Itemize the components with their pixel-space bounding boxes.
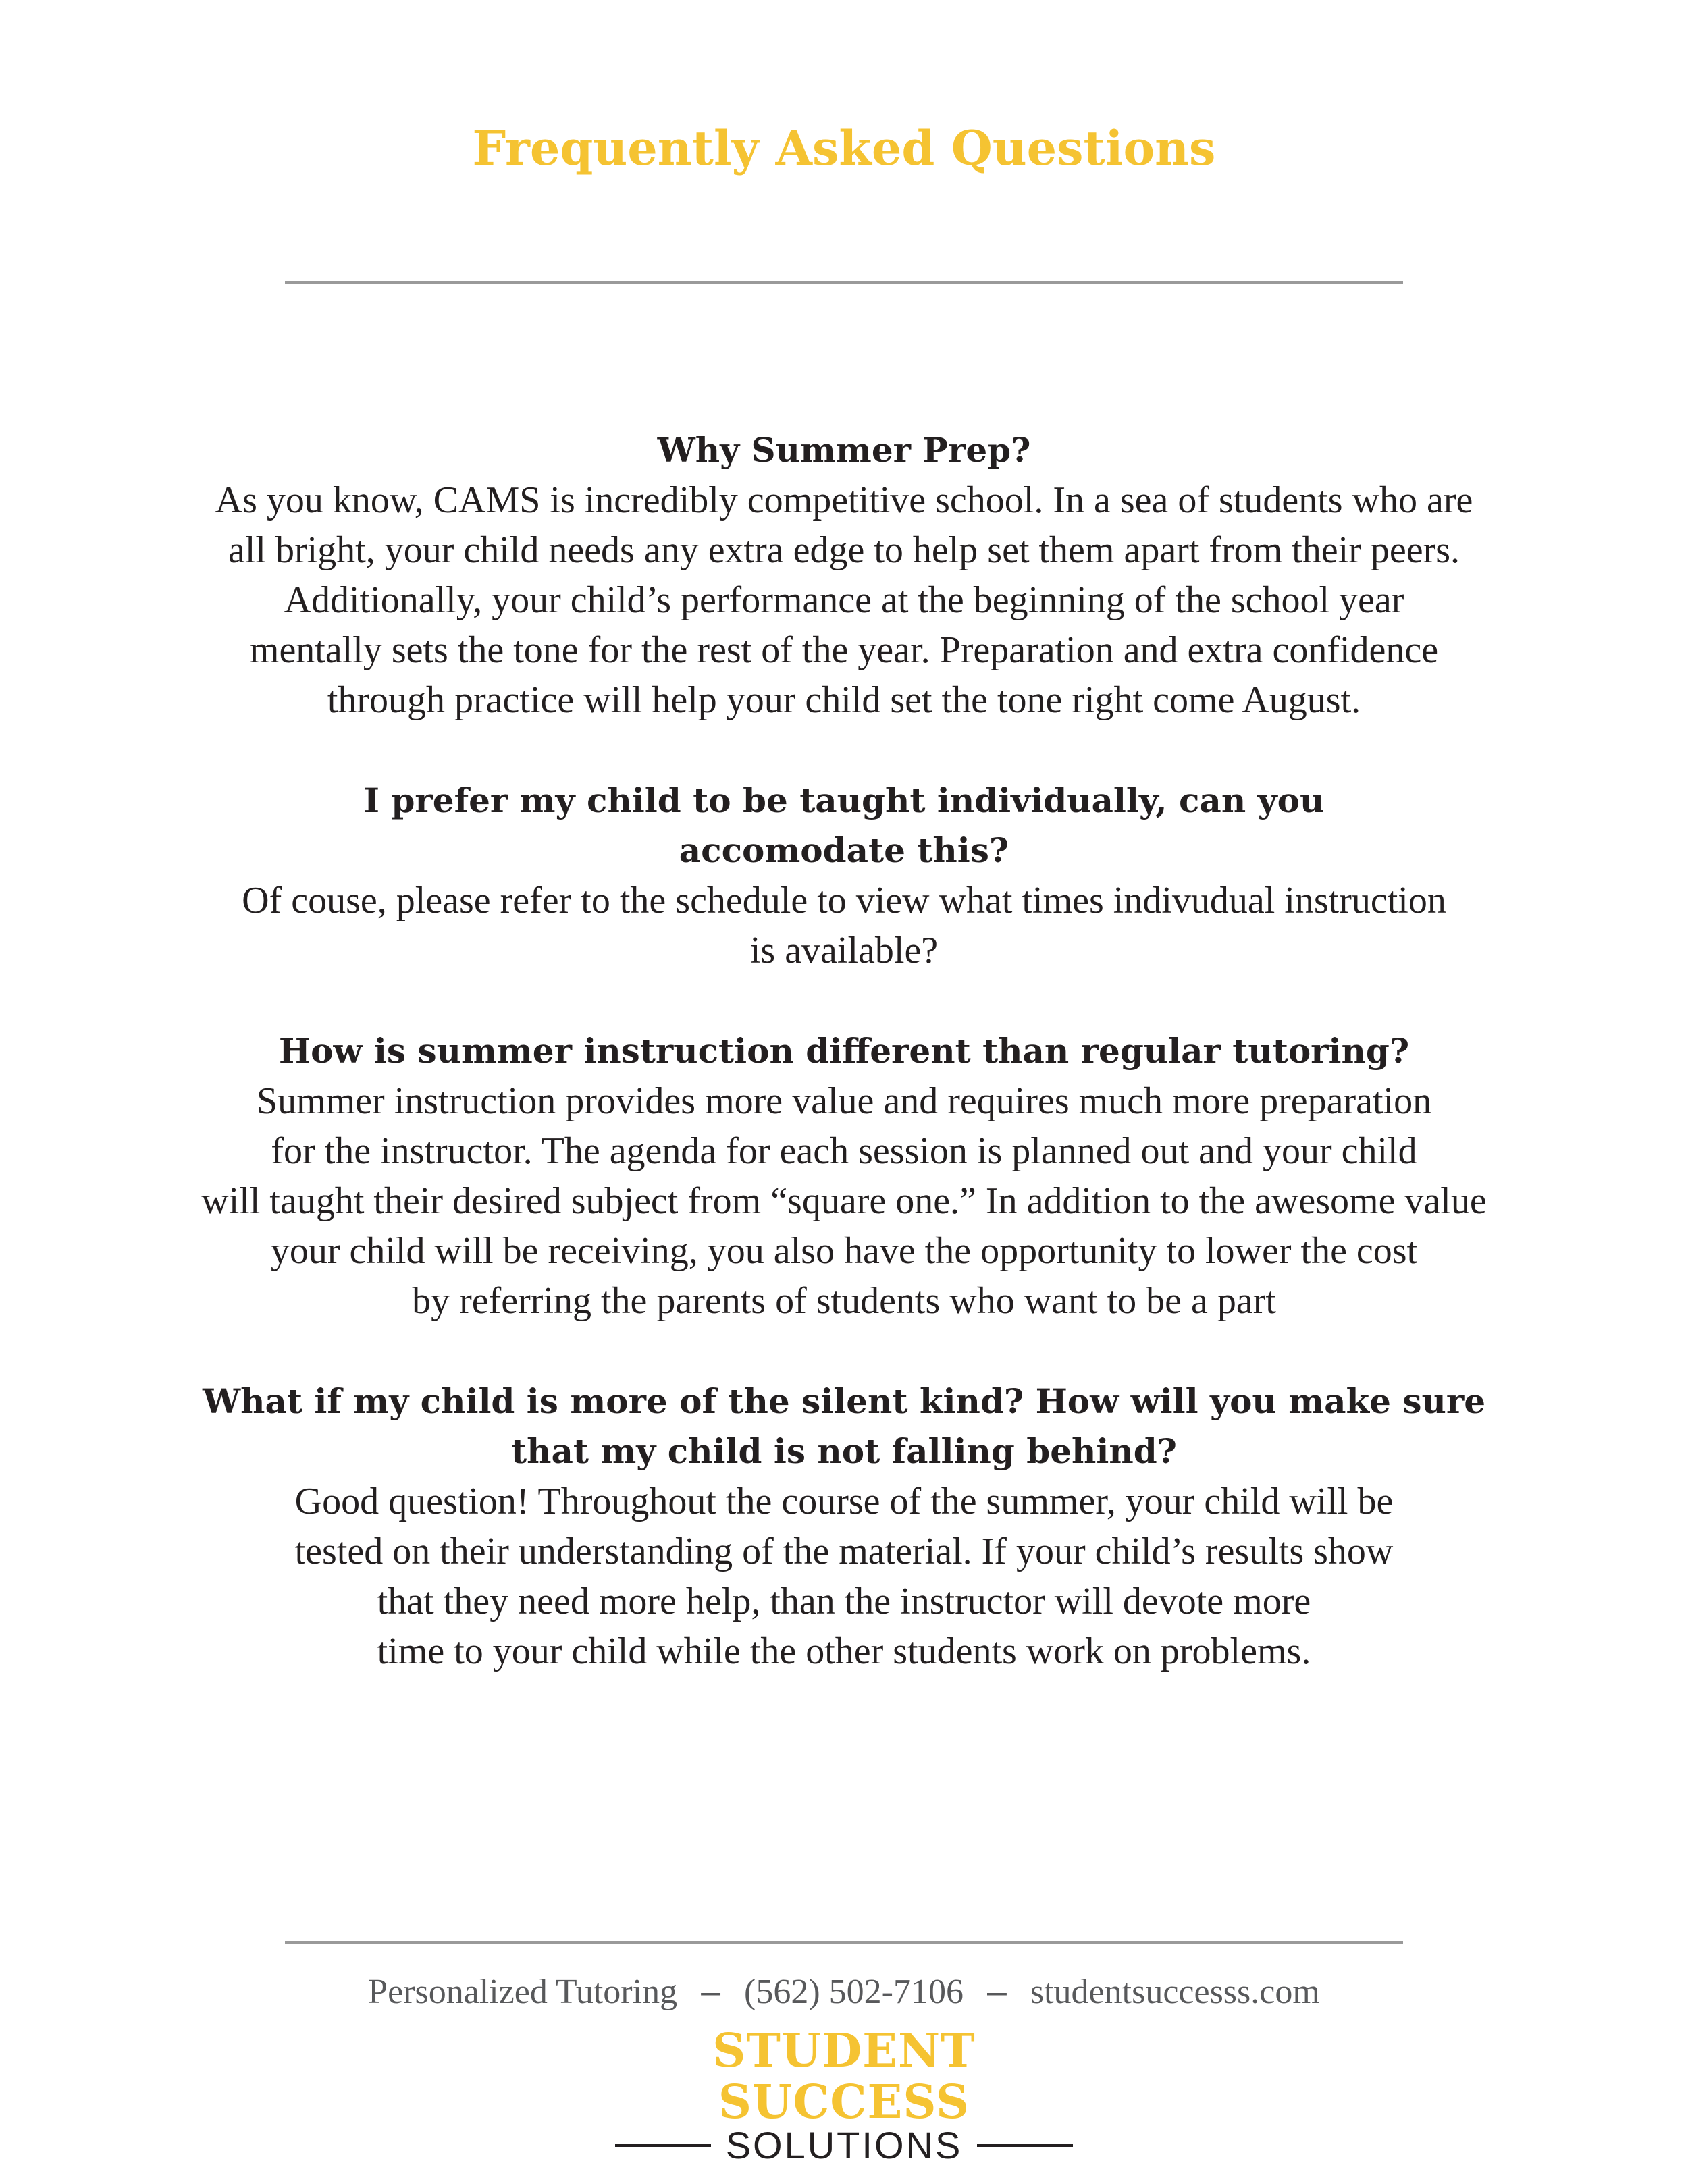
faq-item bbox=[68, 425, 1620, 725]
footer-separator: – bbox=[701, 1972, 720, 2011]
company-logo bbox=[608, 2025, 1080, 2166]
faq-list bbox=[68, 425, 1620, 1727]
faq-answer: Good question! Throughout the course of the summer, your child will be tested on their understanding of the material. If your child’s results show that they need more help, than the instructor will devote more time to your child while the other students work on problems. bbox=[294, 1481, 1394, 1672]
logo-subline bbox=[608, 2125, 1080, 2166]
faq-item bbox=[68, 1026, 1620, 1326]
footer-tagline: Personalized Tutoring bbox=[368, 1973, 678, 2011]
faq-answer: Of couse, please refer to the schedule to view what times indivudual instruction is available? bbox=[242, 880, 1446, 971]
footer-phone: (562) 502-7106 bbox=[744, 1973, 964, 2011]
footer-website: studentsuccesss.com bbox=[1030, 1973, 1320, 2011]
faq-answer: Summer instruction provides more value and requires much more preparation for the instructor. The agenda for each session is planned out and your child will taught their desired subject from “square one.” In addition to the awesome value your child will be receiving, you also have the opportunity to lower the cost by referring the parents of students who want to be a part bbox=[201, 1080, 1487, 1322]
bottom-divider bbox=[285, 1941, 1403, 1944]
faq-question: What if my child is more of the silent kind? How will you make sure that my child is not falling behind? bbox=[202, 1381, 1486, 1471]
logo-dash-left bbox=[615, 2144, 711, 2147]
faq-question: I prefer my child to be taught individually, can you accomodate this? bbox=[363, 780, 1325, 870]
faq-question: Why Summer Prep? bbox=[657, 430, 1031, 470]
faq-answer: As you know, CAMS is incredibly competitive school. In a sea of students who are all bright, your child needs any extra edge to help set them apart from their peers. Additionally, your child’s performance at the beginning of the school year mentally sets the tone for the rest of the year. Preparation and extra confidence through practice will help your child set the tone right come August. bbox=[215, 479, 1473, 721]
footer-separator: – bbox=[986, 1972, 1007, 2011]
faq-item bbox=[68, 1377, 1620, 1676]
logo-wordmark: STUDENT SUCCESS bbox=[712, 2024, 976, 2129]
top-divider bbox=[285, 281, 1403, 284]
faq-question: How is summer instruction different than regular tutoring? bbox=[278, 1031, 1410, 1071]
footer-contact bbox=[0, 1968, 1688, 2016]
faq-item bbox=[68, 776, 1620, 976]
logo-dash-right bbox=[977, 2144, 1073, 2147]
logo-subtitle: SOLUTIONS bbox=[725, 2124, 963, 2166]
page-title: Frequently Asked Questions bbox=[472, 120, 1216, 176]
